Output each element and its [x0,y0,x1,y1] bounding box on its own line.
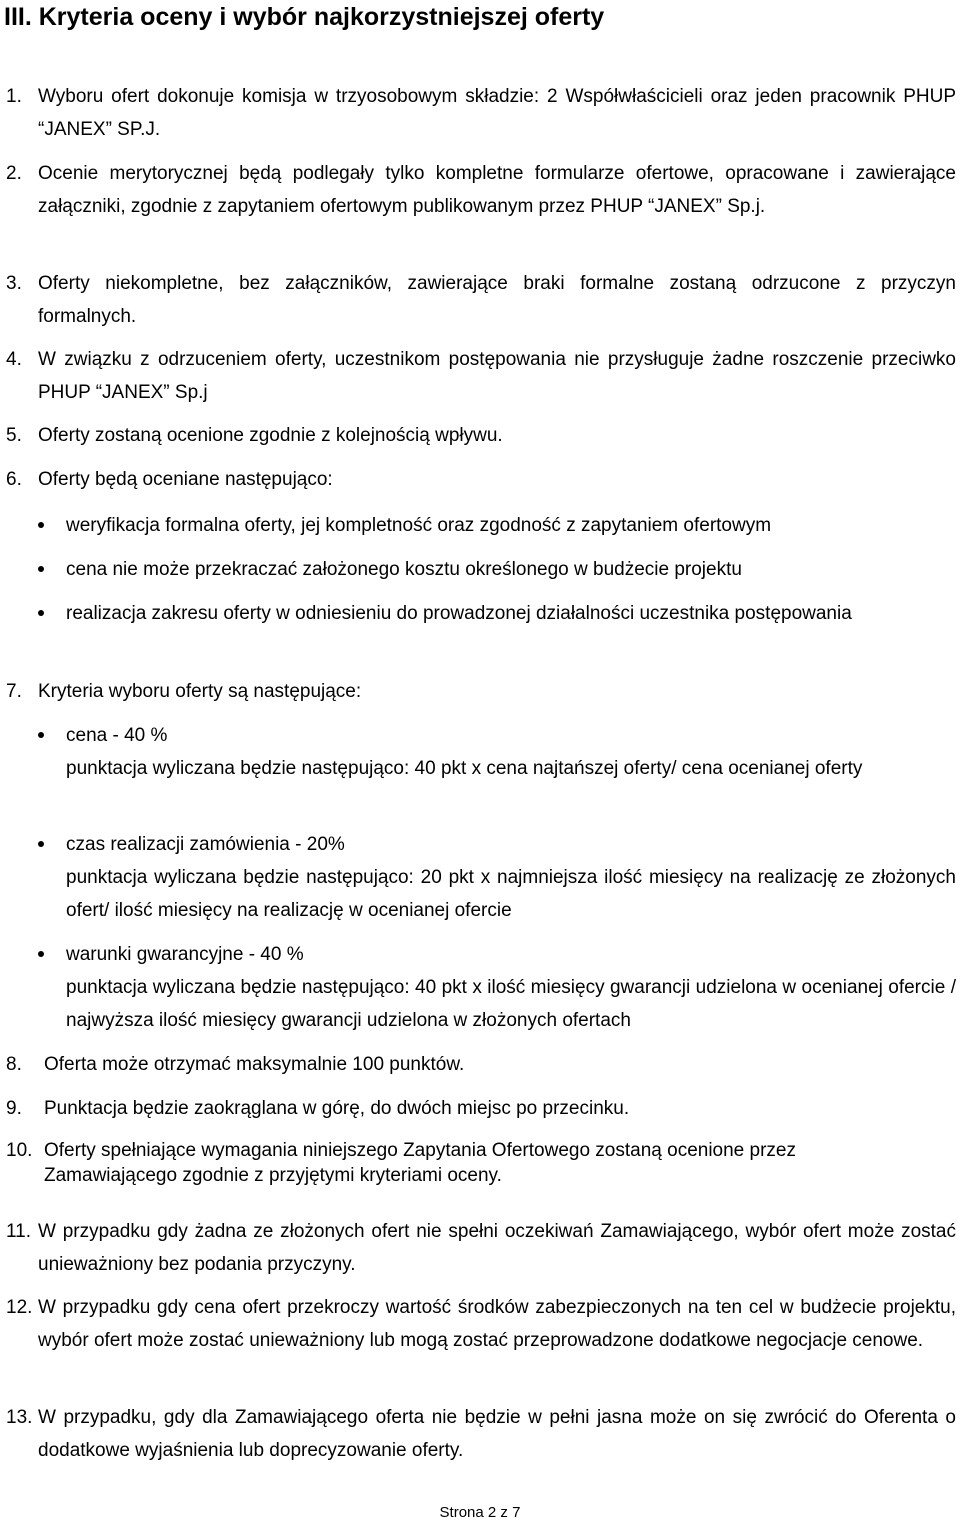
page-number: Strona 2 z 7 [439,1504,521,1521]
item-text: Ocenie merytorycznej będą podlegały tylko kompletne formularze ofertowe, opracowane i zawierające załączniki, zgodnie z zapytaniem ofertowym publikowanym przez PHUP “JANEX” Sp.j. [38,163,956,217]
item-text: Wyboru ofert dokonuje komisja w trzyosobowym składzie: 2 Współwłaścicieli oraz jeden pracownik PHUP “JANEX” SP.J. [38,86,956,140]
list-item [6,464,956,497]
list-item [6,1402,956,1467]
criterion-description: punktacja wyliczana będzie następująco: 40 pkt x cena najtańszej oferty/ cena ocenianej oferty [66,758,863,779]
item-text: W przypadku gdy żadna ze złożonych ofert nie spełni oczekiwań Zamawiającego, wybór ofert może zostać unieważniony bez podania przyczyny. [38,1221,956,1275]
item-number: 13. [6,1407,33,1428]
item-number: 10. [6,1140,33,1161]
bullet-item: weryfikacja formalna oferty, jej kompletność oraz zgodność z zapytaniem ofertowym [66,515,772,536]
item-text: Oferty zostaną ocenione zgodnie z kolejnością wpływu. [38,425,503,446]
item-number: 1. [6,86,22,107]
criterion-title: czas realizacji zamówienia - 20% [66,834,345,855]
bullet-icon [38,522,44,528]
item-text: Oferty spełniające wymagania niniejszego Zapytania Ofertowego zostaną ocenione przez Zamawiającego zgodnie z przyjętymi kryteriami oceny. [44,1140,796,1186]
item-number: 7. [6,681,22,702]
item-text: W przypadku gdy cena ofert przekroczy wartość środków zabezpieczonych na ten cel w budżecie projektu, wybór ofert może zostać unieważniony lub mogą zostać przeprowadzone dodatkowe negocjacje cenowe. [38,1297,956,1351]
item-number: 11. [6,1221,32,1242]
item-text: Oferty będą oceniane następująco: [38,469,333,490]
item-text: Kryteria wyboru oferty są następujące: [38,681,362,702]
item-number: 5. [6,425,22,446]
item-number: 9. [6,1098,22,1119]
item-number: 3. [6,273,22,294]
bullet-item: cena nie może przekraczać założonego kosztu określonego w budżecie projektu [66,559,742,580]
criterion-title: warunki gwarancyjne - 40 % [66,944,304,965]
item-text: W związku z odrzuceniem oferty, uczestnikom postępowania nie przysługuje żadne roszczenie przeciwko PHUP “JANEX” Sp.j [38,349,956,403]
list-item [6,1093,956,1126]
bullet-icon [38,732,44,738]
list-item [6,81,956,146]
bullet-icon [38,951,44,957]
criterion-title: cena - 40 % [66,725,168,746]
list-item [6,676,956,709]
item-text: W przypadku, gdy dla Zamawiającego oferta nie będzie w pełni jasna może on się zwrócić do Oferenta o dodatkowe wyjaśnienia lub doprecyzowanie oferty. [38,1407,956,1461]
bullet-icon [38,566,44,572]
item-number: 8. [6,1054,22,1075]
item-text: Punktacja będzie zaokrąglana w górę, do dwóch miejsc po przecinku. [44,1098,630,1119]
criterion-description: punktacja wyliczana będzie następująco: 20 pkt x najmniejsza ilość miesięcy na realizację ze złożonych ofert/ ilość miesięcy na realizację w ocenianej ofercie [66,867,956,921]
bullet-icon [38,610,44,616]
item-number: 6. [6,469,22,490]
item-number: 12. [6,1297,33,1318]
section-heading: III. Kryteria oceny i wybór najkorzystniejszej oferty [4,3,605,31]
bullet-item: realizacja zakresu oferty w odniesieniu do prowadzonej działalności uczestnika postępowania [66,603,852,624]
list-item [6,268,956,333]
list-item [6,1292,956,1357]
item-text: Oferty niekompletne, bez załączników, zawierające braki formalne zostaną odrzucone z przyczyn formalnych. [38,273,956,327]
list-item [6,1216,956,1281]
list-item [6,1049,956,1082]
list-item [6,420,956,453]
criterion-description: punktacja wyliczana będzie następująco: 40 pkt x ilość miesięcy gwarancji udzielona w ocenianej ofercie / najwyższa ilość miesięcy gwarancji udzielona w złożonych ofertach [66,977,956,1031]
list-item [6,1138,914,1188]
list-item [6,344,956,409]
list-item [6,158,956,223]
item-number: 4. [6,349,22,370]
item-text: Oferta może otrzymać maksymalnie 100 punktów. [44,1054,465,1075]
item-number: 2. [6,163,22,184]
bullet-icon [38,841,44,847]
